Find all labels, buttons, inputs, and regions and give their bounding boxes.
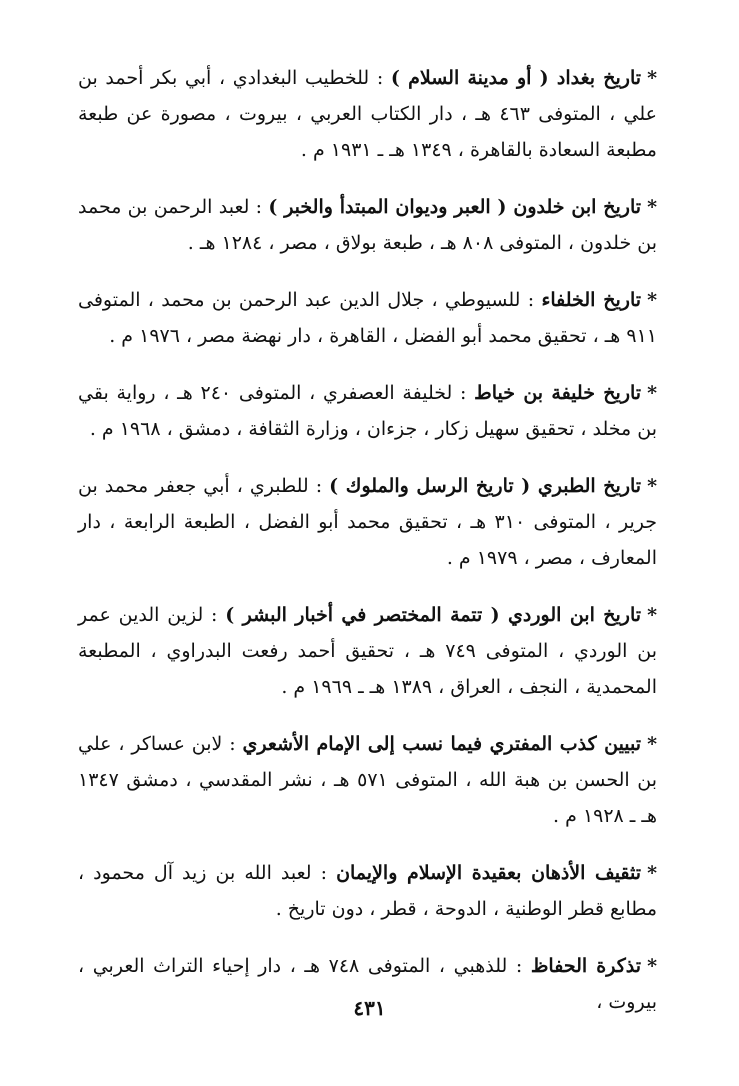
entry-title: تبيين كذب المفتري فيما نسب إلى الإمام الأشعري — [242, 733, 642, 755]
entry-title: تاريخ ابن الوردي ( تتمة المختصر في أخبار البشر ) — [225, 604, 642, 626]
page-number: ٤٣١ — [353, 996, 386, 1020]
entry-title: تاريخ خليفة بن خياط — [474, 382, 642, 404]
entry-details: : لخليفة العصفري ، المتوفى ٢٤٠ هـ ، رواية بقي بن مخلد ، تحقيق سهيل زكار ، جزءان ، وزارة الثقافة ، دمشق ، ١٩٦٨ م . — [78, 382, 657, 440]
entry-details: : لابن عساكر ، علي بن الحسن بن هبة الله ، المتوفى ٥٧١ هـ ، نشر المقدسي ، دمشق ١٣٤٧ هـ ـ ١٩٢٨ م . — [78, 733, 657, 827]
entry-details: : للطبري ، أبي جعفر محمد بن جرير ، المتوفى ٣١٠ هـ ، تحقيق محمد أبو الفضل ، الطبعة الرابعة ، دار المعارف ، مصر ، ١٩٧٩ م . — [78, 475, 657, 569]
entry-details: : للسيوطي ، جلال الدين عبد الرحمن بن محمد ، المتوفى ٩١١ هـ ، تحقيق محمد أبو الفضل ، القاهرة ، دار نهضة مصر ، ١٩٧٦ م . — [78, 289, 657, 347]
entry-title: تاريخ ابن خلدون ( العبر وديوان المبتدأ والخبر ) — [268, 196, 642, 218]
bullet-marker: * — [647, 289, 657, 311]
entry-details: : للخطيب البغدادي ، أبي بكر أحمد بن علي ، المتوفى ٤٦٣ هـ ، دار الكتاب العربي ، بيروت ، مصورة عن طبعة مطبعة السعادة بالقاهرة ، ١٣٤٩ هـ ـ ١٩٣١ م . — [78, 67, 658, 161]
bibliography-entry — [78, 60, 657, 168]
entry-title: تاريخ بغداد ( أو مدينة السلام ) — [390, 67, 642, 89]
entry-details: : للذهبي ، المتوفى ٧٤٨ هـ ، دار إحياء التراث العربي ، بيروت ، — [78, 955, 657, 1013]
bullet-marker: * — [647, 382, 658, 404]
bibliography-list — [78, 60, 657, 1041]
bibliography-entry — [78, 855, 657, 927]
bullet-marker: * — [647, 862, 658, 884]
entry-details: : لعبد الله بن زيد آل محمود ، مطابع قطر الوطنية ، الدوحة ، قطر ، دون تاريخ . — [78, 862, 657, 920]
entry-details: : لعبد الرحمن بن محمد بن خلدون ، المتوفى ٨٠٨ هـ ، طبعة بولاق ، مصر ، ١٢٨٤ هـ . — [78, 196, 657, 254]
entry-title: تثقيف الأذهان بعقيدة الإسلام والإيمان — [336, 862, 642, 884]
bibliography-entry — [78, 597, 657, 705]
bullet-marker: * — [647, 475, 658, 497]
bullet-marker: * — [647, 733, 658, 755]
bibliography-entry — [78, 468, 657, 576]
entry-title: تاريخ الطبري ( تاريخ الرسل والملوك ) — [329, 475, 642, 497]
entry-title: تذكرة الحفاظ — [530, 955, 642, 977]
bullet-marker: * — [647, 67, 657, 89]
entry-details: : لزين الدين عمر بن الوردي ، المتوفى ٧٤٩ هـ ، تحقيق أحمد رفعت البدراوي ، المطبعة المحمدية ، النجف ، العراق ، ١٣٨٩ هـ ـ ١٩٦٩ م . — [78, 604, 657, 698]
bibliography-entry — [78, 375, 657, 447]
bibliography-entry — [78, 189, 657, 261]
bullet-marker: * — [647, 955, 657, 977]
bibliography-entry — [78, 282, 657, 354]
entry-title: تاريخ الخلفاء — [541, 289, 642, 311]
bibliography-entry — [78, 726, 657, 834]
bullet-marker: * — [647, 604, 657, 626]
bullet-marker: * — [647, 196, 657, 218]
